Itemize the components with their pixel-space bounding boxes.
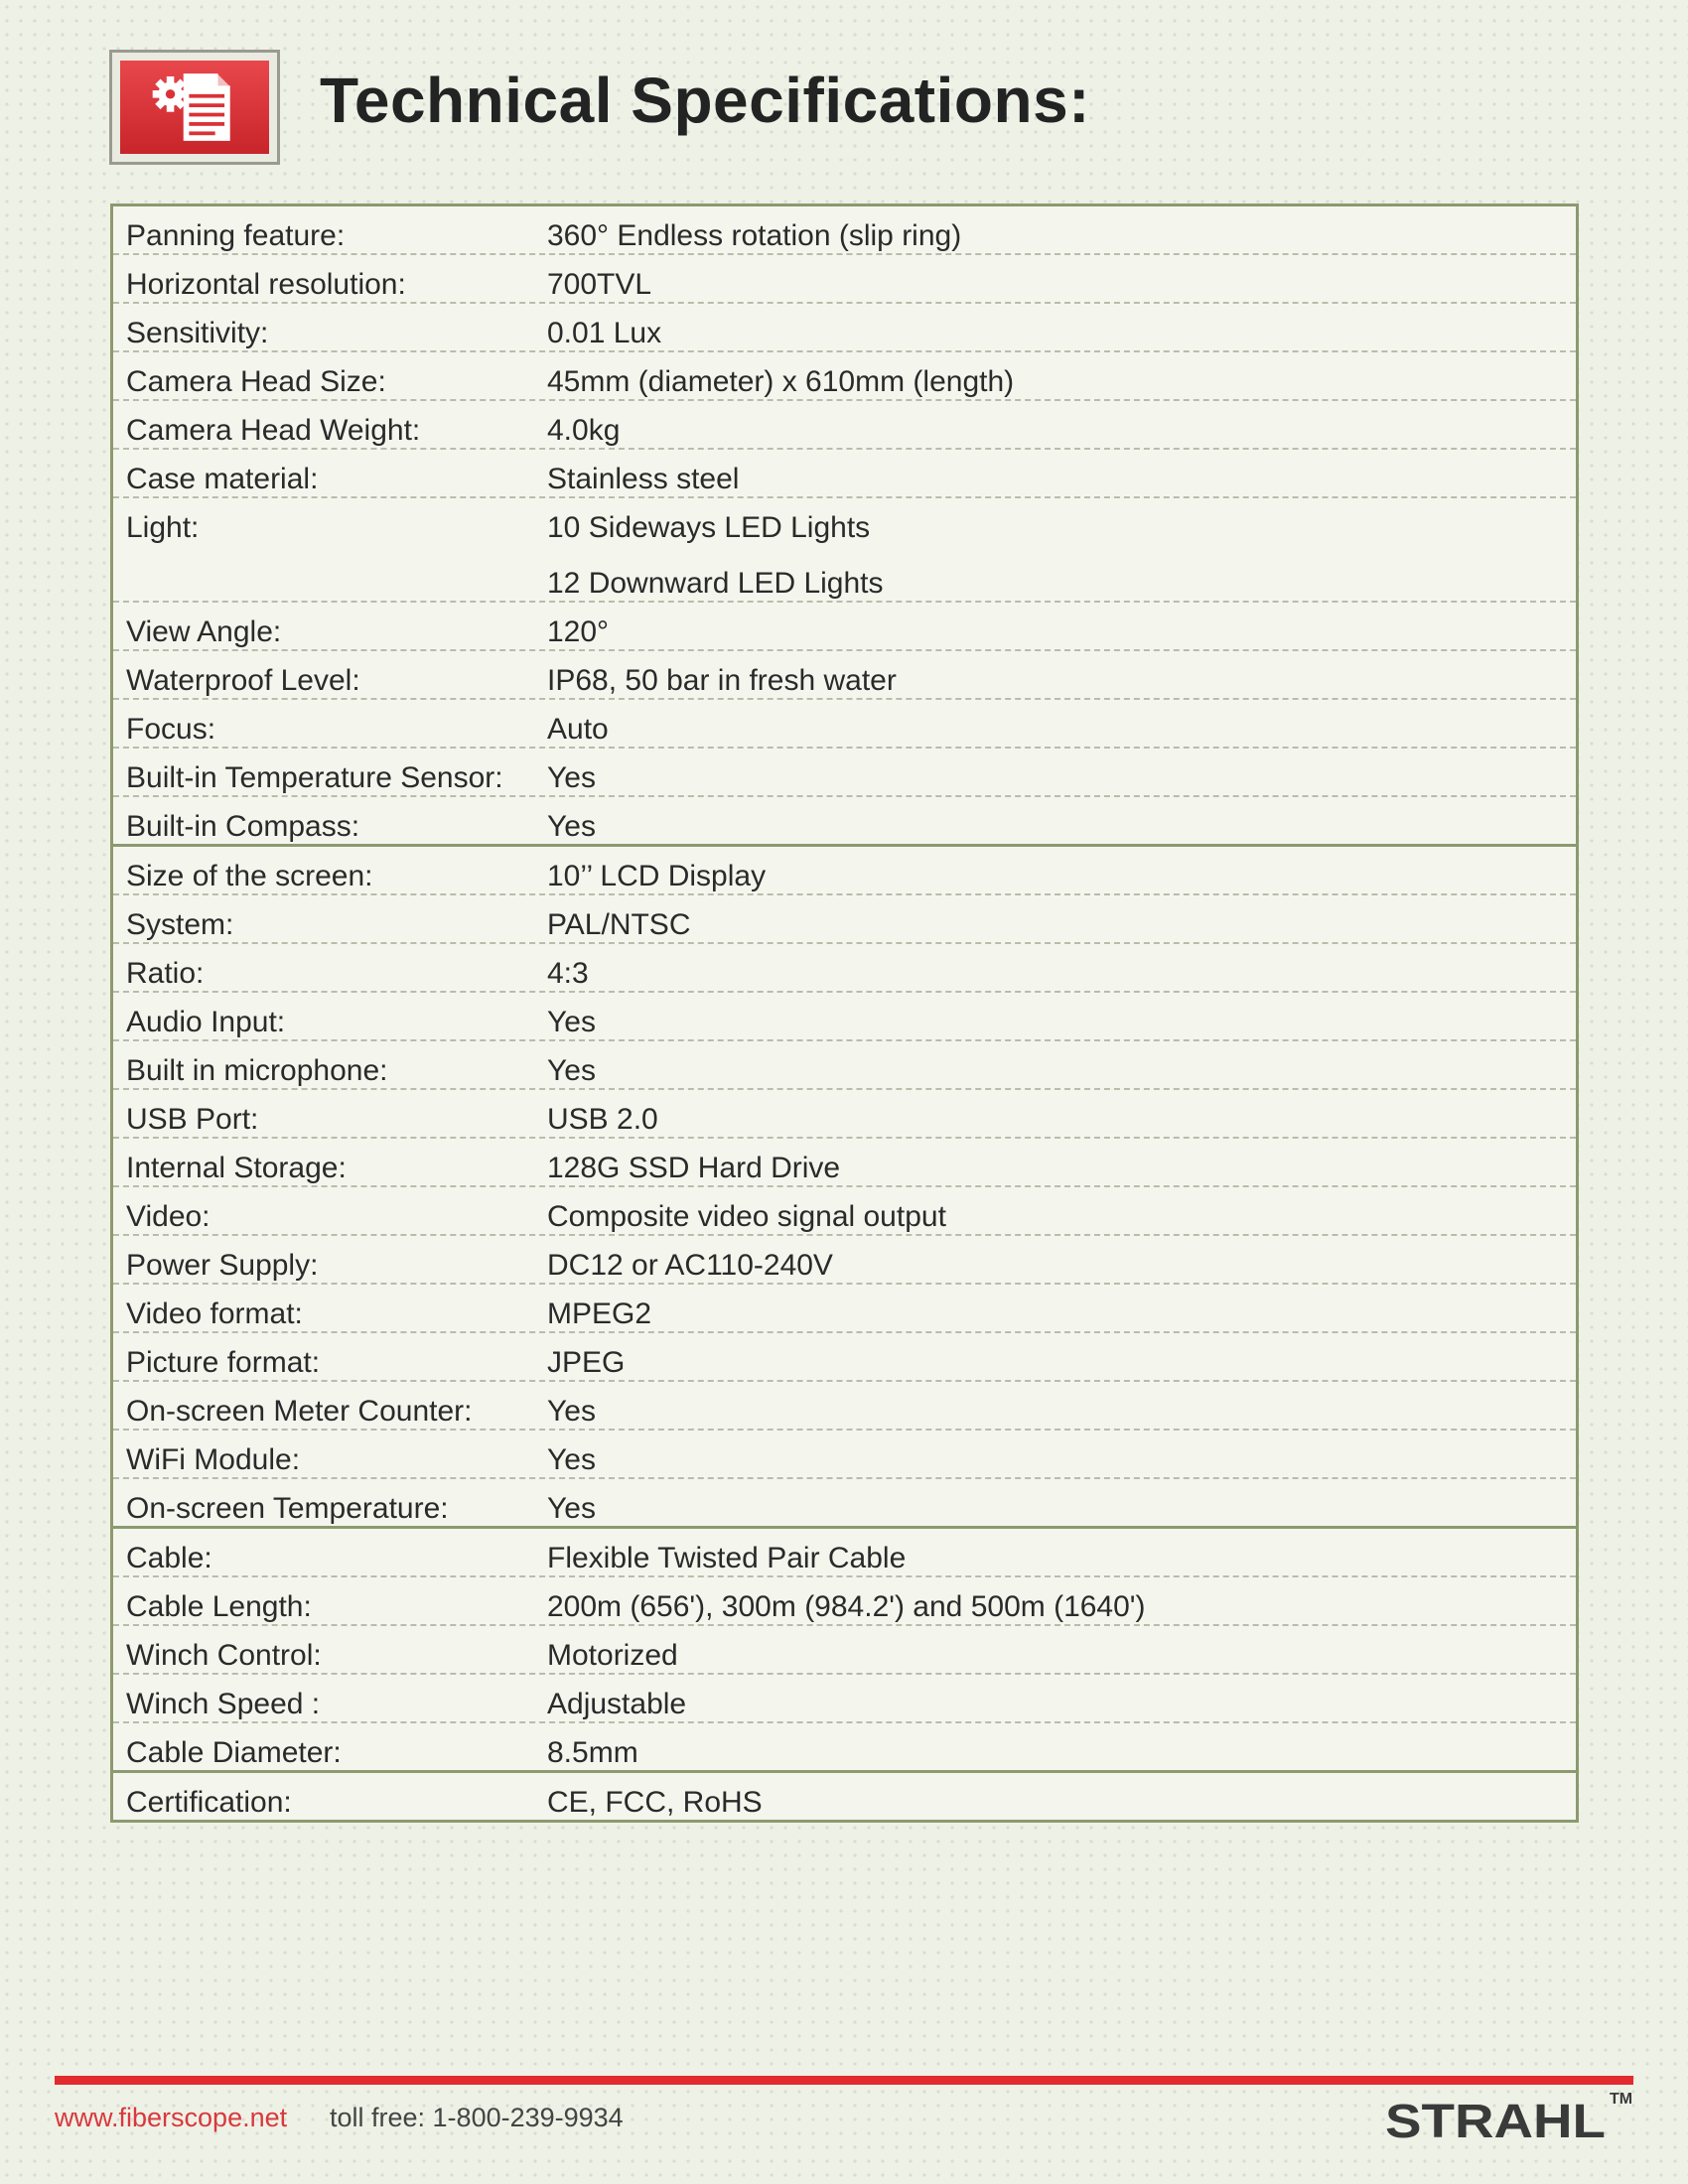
spec-value: Yes — [547, 1442, 596, 1476]
spec-label: USB Port: — [126, 1102, 259, 1136]
spec-value: JPEG — [547, 1345, 626, 1379]
spec-row — [113, 1039, 1576, 1088]
spec-row — [113, 1575, 1576, 1624]
spec-values — [547, 1492, 1576, 1526]
spec-label: Power Supply: — [126, 1248, 319, 1282]
spec-values — [547, 1736, 1576, 1770]
spec-values — [547, 219, 1576, 253]
spec-value: Yes — [547, 1053, 596, 1087]
spec-value: Yes — [547, 1394, 596, 1428]
spec-label: Panning feature: — [126, 219, 346, 252]
spec-value: 10 Sideways LED Lights — [547, 511, 871, 544]
spec-label: On-screen Meter Counter: — [126, 1394, 473, 1428]
spec-value: MPEG2 — [547, 1297, 652, 1330]
footer-divider — [55, 2076, 1633, 2085]
spec-values — [547, 1200, 1576, 1234]
spec-values — [547, 463, 1576, 496]
spec-values — [547, 615, 1576, 649]
spec-values — [547, 317, 1576, 350]
spec-values — [547, 1395, 1576, 1429]
spec-row — [113, 942, 1576, 991]
footer-website-link[interactable]: www.fiberscope.net — [55, 2103, 288, 2132]
spec-value: Composite video signal output — [547, 1199, 946, 1233]
spec-values — [547, 1542, 1576, 1575]
spec-value: 8.5mm — [547, 1735, 638, 1769]
spec-value: Yes — [547, 1005, 596, 1038]
spec-values — [547, 414, 1576, 448]
spec-value: CE, FCC, RoHS — [547, 1785, 763, 1819]
spec-row — [113, 1529, 1576, 1575]
spec-values — [547, 268, 1576, 302]
spec-label: Winch Speed : — [126, 1687, 321, 1720]
spec-label: Audio Input: — [126, 1005, 286, 1038]
spec-value: 4:3 — [547, 956, 589, 990]
spec-value: 128G SSD Hard Drive — [547, 1151, 841, 1184]
spec-row — [113, 1380, 1576, 1429]
spec-value: IP68, 50 bar in fresh water — [547, 663, 897, 697]
spec-value: Adjustable — [547, 1687, 687, 1720]
spec-label: Video format: — [126, 1297, 303, 1330]
spec-row — [113, 496, 1576, 601]
spec-table — [110, 204, 1579, 1823]
spec-row — [113, 1331, 1576, 1380]
spec-row — [113, 1721, 1576, 1770]
spec-label: Cable: — [126, 1541, 212, 1574]
spec-row — [113, 747, 1576, 795]
spec-label: Built in microphone: — [126, 1053, 388, 1087]
spec-value: USB 2.0 — [547, 1102, 658, 1136]
spec-values — [547, 365, 1576, 399]
spec-values — [547, 1688, 1576, 1721]
spec-value: Auto — [547, 712, 609, 746]
spec-label: Cable Length: — [126, 1589, 312, 1623]
spec-value: 10’’ LCD Display — [547, 859, 767, 892]
spec-row — [113, 448, 1576, 496]
spec-value: Stainless steel — [547, 463, 740, 495]
spec-section — [113, 1770, 1576, 1820]
spec-value: 0.01 Lux — [547, 317, 662, 349]
spec-values — [547, 1006, 1576, 1039]
spec-value: 12 Downward LED Lights — [547, 566, 884, 600]
spec-value: Flexible Twisted Pair Cable — [547, 1541, 907, 1574]
spec-values — [547, 761, 1576, 795]
spec-values — [547, 1443, 1576, 1477]
spec-label: Internal Storage: — [126, 1151, 347, 1184]
spec-values — [547, 1297, 1576, 1331]
spec-label: On-screen Temperature: — [126, 1491, 449, 1525]
spec-values — [547, 1249, 1576, 1283]
spec-row — [113, 1137, 1576, 1185]
spec-label: Camera Head Weight: — [126, 414, 421, 447]
spec-value: 120° — [547, 614, 610, 648]
spec-row — [113, 601, 1576, 649]
spec-row — [113, 399, 1576, 448]
spec-value: 4.0kg — [547, 414, 621, 447]
spec-value: Yes — [547, 760, 596, 794]
spec-row — [113, 1429, 1576, 1477]
spec-row — [113, 698, 1576, 747]
spec-label: Built-in Temperature Sensor: — [126, 760, 503, 794]
spec-value: 45mm (diameter) x 610mm (length) — [547, 365, 1015, 398]
spec-values — [547, 860, 1576, 893]
spec-row — [113, 206, 1576, 253]
spec-values — [547, 1054, 1576, 1088]
spec-label: Size of the screen: — [126, 859, 373, 892]
spec-label: Cable Diameter: — [126, 1735, 342, 1769]
spec-row — [113, 1773, 1576, 1820]
spec-value: Motorized — [547, 1638, 678, 1672]
document-gear-icon — [120, 61, 269, 154]
spec-row — [113, 253, 1576, 302]
spec-row — [113, 1673, 1576, 1721]
spec-value: Yes — [547, 809, 596, 843]
spec-label: Horizontal resolution: — [126, 268, 406, 301]
spec-label: Focus: — [126, 712, 216, 746]
logo-background — [120, 61, 269, 154]
brand-trademark: TM — [1610, 2091, 1633, 2108]
spec-label: Ratio: — [126, 956, 205, 990]
spec-values — [547, 664, 1576, 698]
spec-values — [547, 957, 1576, 991]
spec-row — [113, 1283, 1576, 1331]
spec-row — [113, 350, 1576, 399]
spec-value: DC12 or AC110-240V — [547, 1248, 833, 1282]
page-title: Technical Specifications: — [320, 65, 1090, 136]
spec-label: Picture format: — [126, 1345, 321, 1379]
spec-row — [113, 893, 1576, 942]
spec-label: Sensitivity: — [126, 317, 269, 349]
spec-label: Light: — [126, 511, 200, 544]
spec-row — [113, 1477, 1576, 1526]
spec-label: Built-in Compass: — [126, 809, 360, 843]
spec-label: Winch Control: — [126, 1638, 322, 1672]
spec-label: Case material: — [126, 463, 319, 495]
spec-values — [547, 1346, 1576, 1380]
spec-values — [547, 1590, 1576, 1624]
spec-row — [113, 991, 1576, 1039]
spec-label: Camera Head Size: — [126, 365, 386, 398]
spec-label: View Angle: — [126, 614, 282, 648]
spec-label: Video: — [126, 1199, 211, 1233]
spec-values — [547, 1152, 1576, 1185]
spec-values — [547, 1639, 1576, 1673]
footer-phone: toll free: 1-800-239-9934 — [330, 2103, 624, 2132]
spec-row — [113, 795, 1576, 844]
spec-value: 700TVL — [547, 268, 652, 301]
spec-value: 360° Endless rotation (slip ring) — [547, 219, 962, 252]
spec-values — [547, 908, 1576, 942]
spec-label: Certification: — [126, 1785, 292, 1819]
spec-value: PAL/NTSC — [547, 907, 691, 941]
spec-row — [113, 302, 1576, 350]
spec-values — [547, 1103, 1576, 1137]
spec-section — [113, 206, 1576, 844]
spec-row — [113, 649, 1576, 698]
spec-values — [547, 511, 1576, 601]
spec-label: WiFi Module: — [126, 1442, 301, 1476]
brand-wordmark: STRAHL — [1385, 2096, 1606, 2147]
spec-values — [547, 1786, 1576, 1820]
spec-values — [547, 810, 1576, 844]
spec-section — [113, 844, 1576, 1526]
spec-value: 200m (656'), 300m (984.2') and 500m (1640') — [547, 1589, 1146, 1623]
spec-row — [113, 847, 1576, 893]
spec-row — [113, 1624, 1576, 1673]
spec-label: Waterproof Level: — [126, 663, 360, 697]
header-logo — [109, 50, 280, 165]
spec-row — [113, 1088, 1576, 1137]
spec-value: Yes — [547, 1491, 596, 1525]
spec-values — [547, 713, 1576, 747]
spec-label: System: — [126, 907, 234, 941]
spec-row — [113, 1234, 1576, 1283]
spec-section — [113, 1526, 1576, 1770]
brand-logo — [1385, 2086, 1635, 2147]
spec-row — [113, 1185, 1576, 1234]
